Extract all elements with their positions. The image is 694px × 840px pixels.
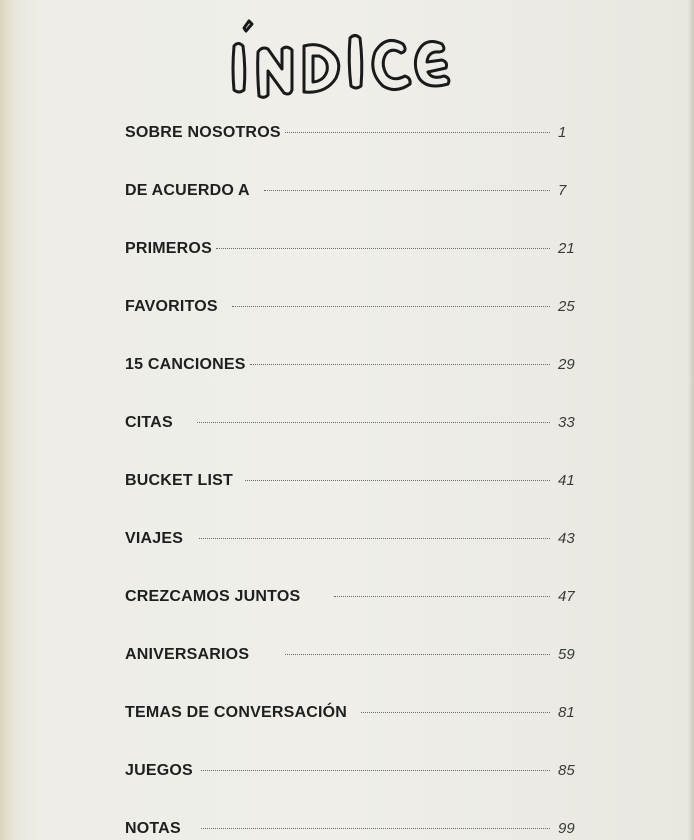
dot-leader bbox=[245, 480, 550, 481]
toc-entry-label: TEMAS DE CONVERSACIÓN bbox=[125, 704, 347, 721]
toc-entry-label: ANIVERSARIOS bbox=[125, 646, 250, 663]
toc-entry-label: CREZCAMOS JUNTOS bbox=[125, 588, 301, 605]
dot-leader bbox=[334, 596, 550, 597]
toc-entry-aniversarios[interactable] bbox=[125, 646, 580, 704]
toc-entry-label: SOBRE NOSOTROS bbox=[125, 124, 281, 141]
index-title-lettering bbox=[218, 14, 468, 104]
toc-entry-page-number: 33 bbox=[558, 414, 575, 431]
toc-entry-crezcamos-juntos[interactable] bbox=[125, 588, 580, 646]
toc-entry-de-acuerdo-a[interactable] bbox=[125, 182, 580, 240]
toc-entry-page-number: 81 bbox=[558, 704, 575, 721]
toc-entry-page-number: 41 bbox=[558, 472, 575, 489]
toc-entry-viajes[interactable] bbox=[125, 530, 580, 588]
dot-leader bbox=[285, 132, 550, 133]
dot-leader bbox=[197, 422, 550, 423]
toc-entry-page-number: 1 bbox=[558, 124, 567, 141]
dot-leader bbox=[232, 306, 550, 307]
toc-entry-primeros[interactable] bbox=[125, 240, 580, 298]
dot-leader bbox=[216, 248, 550, 249]
toc-entry-label: BUCKET LIST bbox=[125, 472, 233, 489]
toc-entry-label: CITAS bbox=[125, 414, 173, 431]
toc-entry-label: 15 CANCIONES bbox=[125, 356, 246, 373]
toc-entry-favoritos[interactable] bbox=[125, 298, 580, 356]
toc-entry-page-number: 85 bbox=[558, 762, 575, 779]
toc-entry-page-number: 43 bbox=[558, 530, 575, 547]
toc-entry-page-number: 21 bbox=[558, 240, 575, 257]
table-of-contents bbox=[125, 124, 580, 840]
toc-entry-15-canciones[interactable] bbox=[125, 356, 580, 414]
index-title bbox=[218, 14, 468, 104]
toc-entry-juegos[interactable] bbox=[125, 762, 580, 820]
toc-entry-label: DE ACUERDO A bbox=[125, 182, 250, 199]
toc-entry-page-number: 59 bbox=[558, 646, 575, 663]
toc-entry-label: PRIMEROS bbox=[125, 240, 212, 257]
toc-entry-sobre-nosotros[interactable] bbox=[125, 124, 580, 182]
toc-entry-label: NOTAS bbox=[125, 820, 181, 837]
toc-entry-page-number: 47 bbox=[558, 588, 575, 605]
dot-leader bbox=[250, 364, 550, 365]
toc-entry-notas[interactable] bbox=[125, 820, 580, 840]
dot-leader bbox=[285, 654, 550, 655]
dot-leader bbox=[199, 538, 550, 539]
toc-entry-page-number: 99 bbox=[558, 820, 575, 837]
dot-leader bbox=[201, 828, 550, 829]
toc-entry-label: FAVORITOS bbox=[125, 298, 218, 315]
dot-leader bbox=[201, 770, 550, 771]
toc-entry-page-number: 29 bbox=[558, 356, 575, 373]
dot-leader bbox=[264, 190, 550, 191]
toc-entry-citas[interactable] bbox=[125, 414, 580, 472]
dot-leader bbox=[361, 712, 550, 713]
toc-entry-label: VIAJES bbox=[125, 530, 184, 547]
page-binding-edge bbox=[0, 0, 14, 840]
toc-entry-page-number: 25 bbox=[558, 298, 575, 315]
toc-entry-page-number: 7 bbox=[558, 182, 567, 199]
toc-entry-temas-de-conversacion[interactable] bbox=[125, 704, 580, 762]
toc-entry-bucket-list[interactable] bbox=[125, 472, 580, 530]
toc-entry-label: JUEGOS bbox=[125, 762, 193, 779]
page-right-edge bbox=[688, 0, 694, 840]
